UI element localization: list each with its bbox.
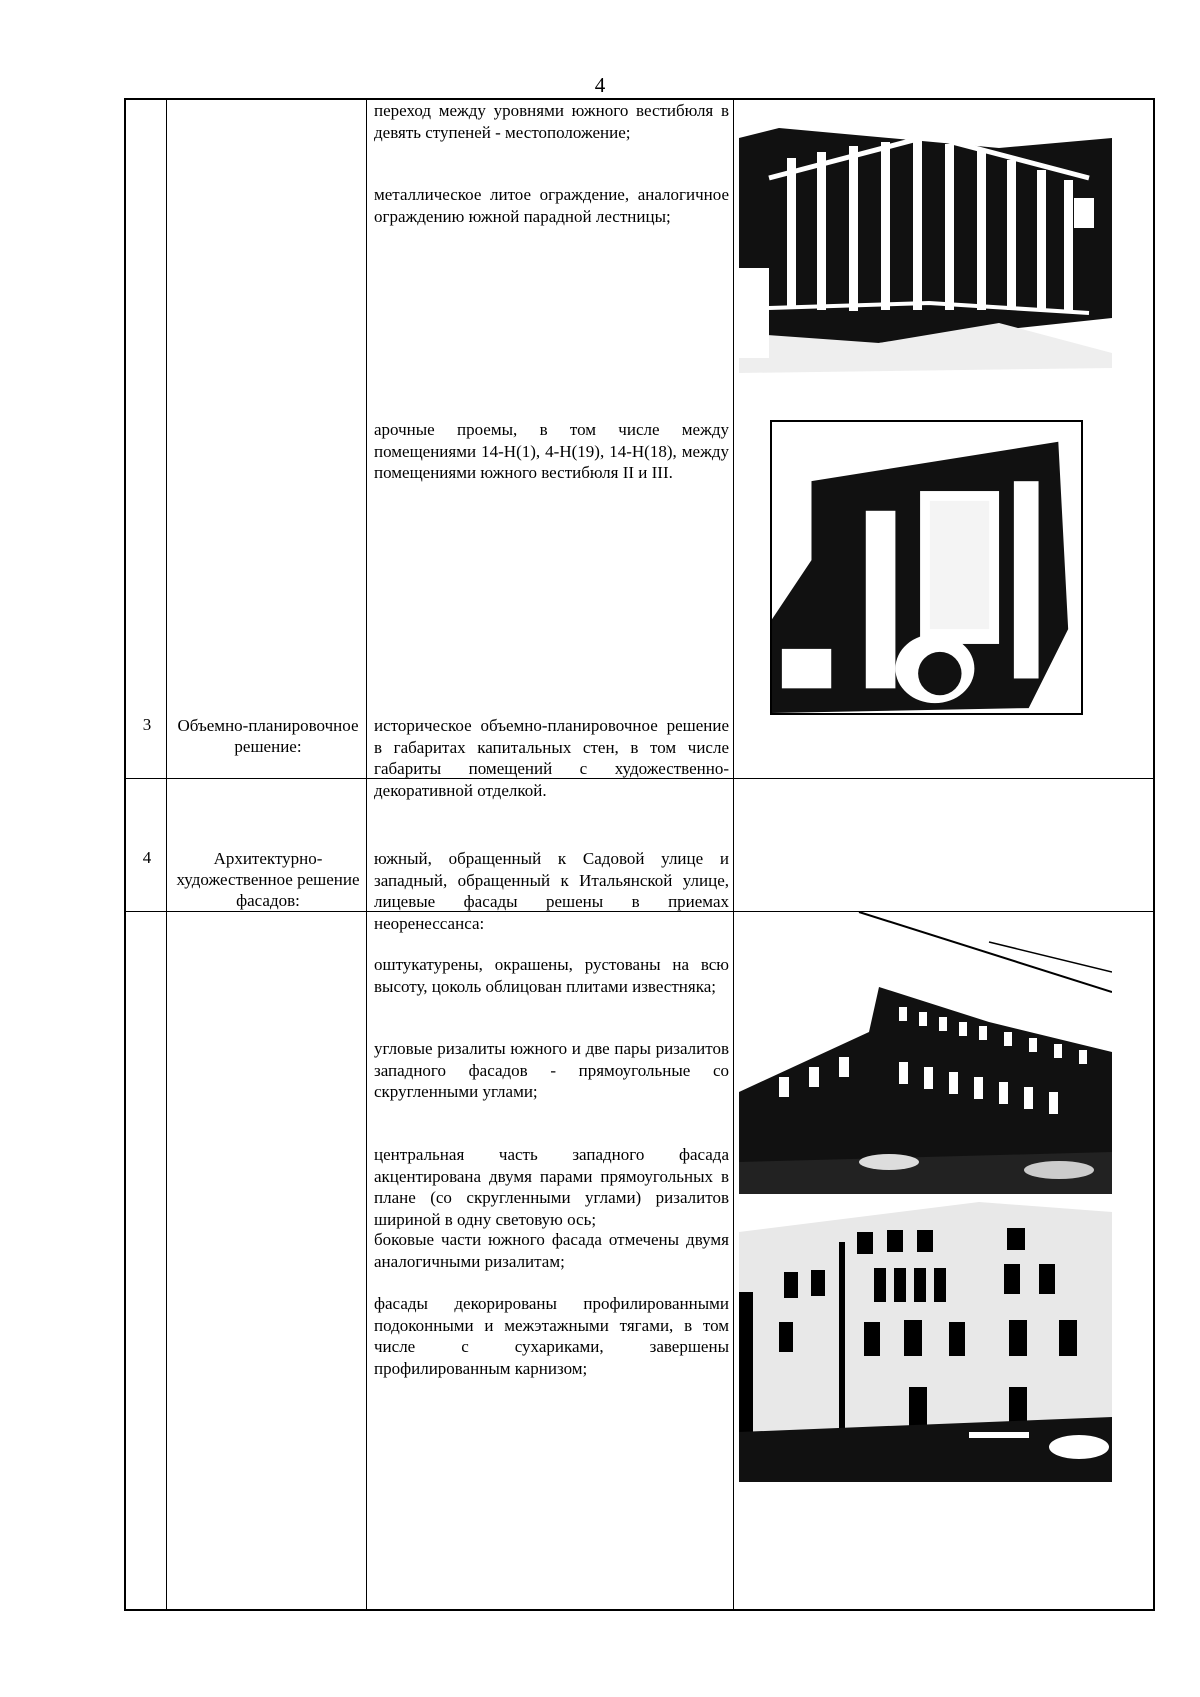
photo-building-corner-image [739, 912, 1112, 1194]
row-name: Архитектурно-художественное решение фасадов: [176, 849, 360, 910]
photo-building-corner [739, 912, 1112, 1194]
paragraph-decoration: фасады декорированы профилированными подоконными и межэтажными тягами, в том числе с сухариками, завершены профилированным карнизом; [374, 1294, 729, 1378]
paragraph-stair-transition: переход между уровнями южного вестибюля в девять ступеней - местоположение; [374, 101, 729, 142]
photo-arched-opening-image [772, 422, 1081, 713]
protected-elements-table [124, 98, 1155, 1611]
page-number: 4 [594, 73, 606, 97]
paragraph-corner-risalits: угловые ризалиты южного и две пары ризалитов западного фасадов - прямоугольные со скругленными углами; [374, 1039, 729, 1101]
paragraph-central-risalits: центральная часть западного фасада акцентирована двумя парами прямоугольных в плане (со скругленными углами) ризалитов шириной в одну световую ось; [374, 1145, 729, 1229]
paragraph-facades-style: южный, обращенный к Садовой улице и западный, обращенный к Итальянской улице, лицевые фасады решены в приемах неоренессанса: [374, 849, 729, 933]
paragraph-side-parts: боковые части южного фасада отмечены двумя аналогичными ризалитам; [374, 1230, 729, 1271]
photo-arched-opening [770, 420, 1083, 715]
paragraph-plaster: оштукатурены, окрашены, рустованы на всю высоту, цоколь облицован плитами известняка; [374, 955, 729, 996]
row-number: 3 [142, 715, 152, 734]
column-divider [366, 100, 367, 1609]
row-name: Объемно-планировочное решение: [177, 716, 359, 756]
column-divider [733, 100, 734, 1609]
photo-west-facade-image [739, 1202, 1112, 1482]
paragraph-volumetric-plan: историческое объемно-планировочное решение в габаритах капитальных стен, в том числе габариты помещений с художественно-декоративной отделкой. [374, 716, 729, 800]
photo-vestibule-railing [739, 118, 1112, 401]
photo-west-facade [739, 1202, 1112, 1482]
paragraph-arched-openings: арочные проемы, в том числе между помещениями 14-Н(1), 4-Н(19), 14-Н(18), между помещениями южного вестибюля II и III. [374, 420, 729, 482]
photo-vestibule-railing-image [739, 118, 1112, 401]
paragraph-cast-railing: металлическое литое ограждение, аналогичное ограждению южной парадной лестницы; [374, 185, 729, 226]
row-number: 4 [142, 848, 152, 867]
